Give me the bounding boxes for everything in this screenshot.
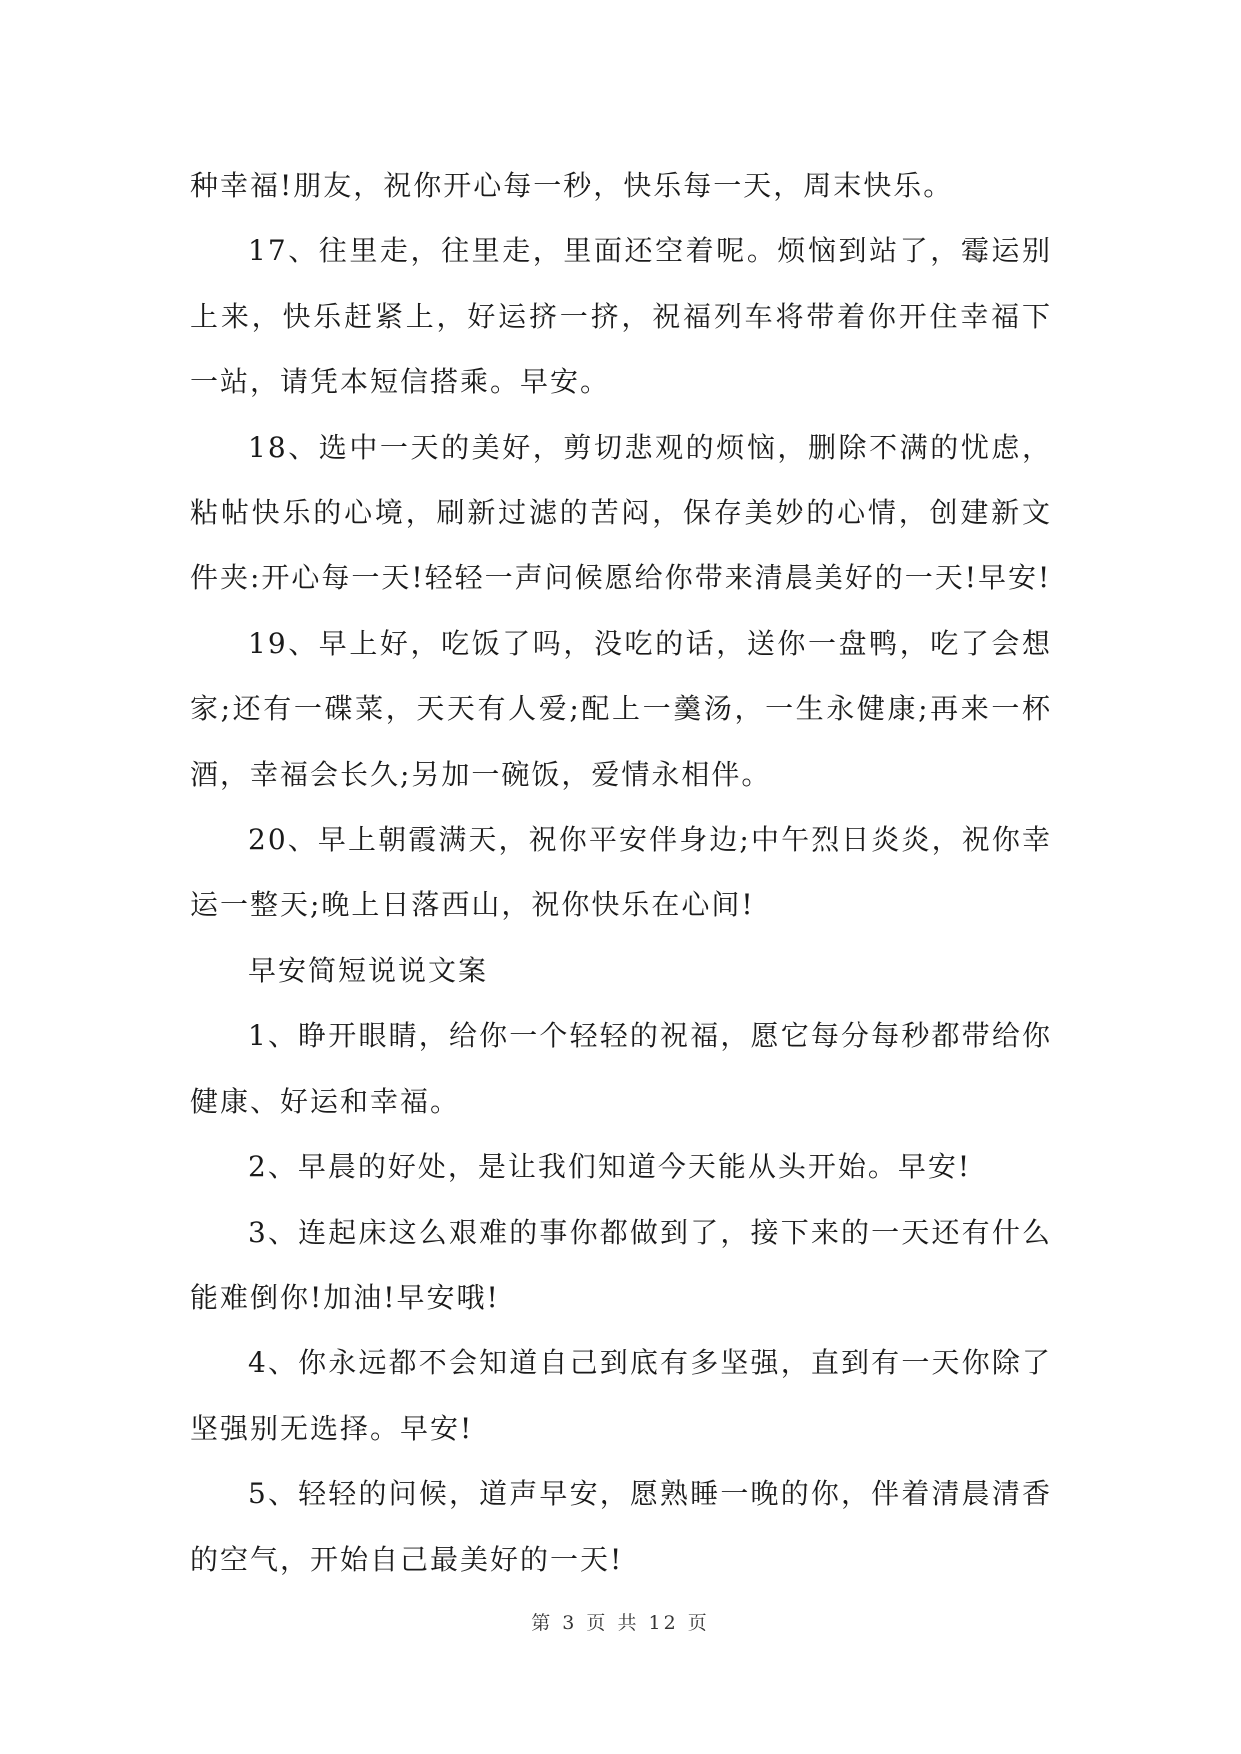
document-body	[190, 153, 1052, 1592]
paragraph-item-20: 20、早上朝霞满天，祝你平安伴身边;中午烈日炎炎，祝你幸运一整天;晚上日落西山，祝你快乐在心间!	[190, 823, 1052, 922]
paragraph-item-1: 1、睁开眼睛，给你一个轻轻的祝福，愿它每分每秒都带给你健康、好运和幸福。	[190, 1019, 1052, 1118]
page-footer: 第 3 页 共 12 页	[531, 1612, 710, 1634]
paragraph-item-17: 17、往里走，往里走，里面还空着呢。烦恼到站了，霉运别上来，快乐赶紧上，好运挤一挤，祝福列车将带着你开住幸福下一站，请凭本短信搭乘。早安。	[190, 234, 1052, 399]
section-heading: 早安简短说说文案	[248, 953, 489, 987]
paragraph-item-5: 5、轻轻的问候，道声早安，愿熟睡一晚的你，伴着清晨清香的空气，开始自己最美好的一天!	[190, 1477, 1052, 1576]
paragraph-continuation: 种幸福!朋友，祝你开心每一秒，快乐每一天，周末快乐。	[190, 169, 954, 202]
paragraph-item-19: 19、早上好，吃饭了吗，没吃的话，送你一盘鸭，吃了会想家;还有一碟菜，天天有人爱;配上一羹汤，一生永健康;再来一杯酒，幸福会长久;另加一碗饭，爱情永相伴。	[190, 626, 1052, 791]
paragraph-item-4: 4、你永远都不会知道自己到底有多坚强，直到有一天你除了坚强别无选择。早安!	[190, 1346, 1052, 1445]
paragraph-item-2: 2、早晨的好处，是让我们知道今天能从头开始。早安!	[248, 1150, 972, 1184]
paragraph-item-18: 18、选中一天的美好，剪切悲观的烦恼，删除不满的忧虑，粘帖快乐的心境，刷新过滤的苦闷，保存美妙的心情，创建新文件夹:开心每一天!轻轻一声问候愿给你带来清晨美好的一天!早安!	[190, 430, 1052, 595]
paragraph-item-3: 3、连起床这么艰难的事你都做到了，接下来的一天还有什么能难倒你!加油!早安哦!	[190, 1215, 1052, 1314]
